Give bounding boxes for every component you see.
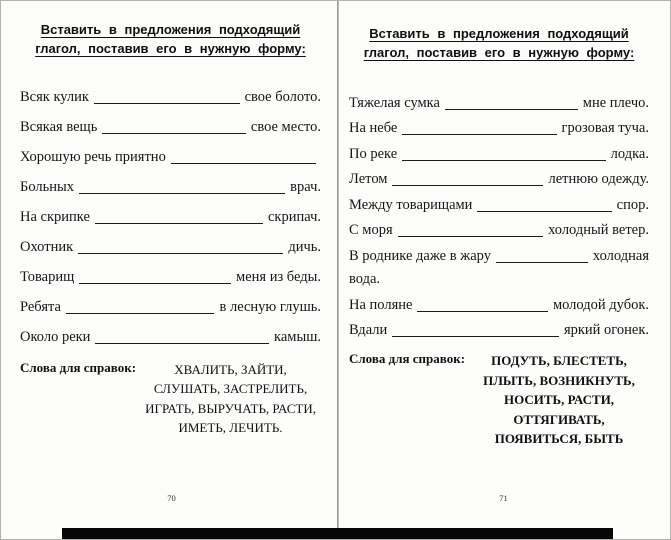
exercise-line [20,88,321,107]
exercise-line [349,196,649,215]
answer-blank [79,282,231,284]
sentence-end: грозовая туча. [561,120,649,137]
sentence-start: Больных [20,178,74,195]
answer-blank [102,132,246,134]
reference-words: ПОДУТЬ, БЛЕСТЕТЬ, ПЛЫТЬ, ВОЗНИКНУТЬ, НОСИТЬ, РАСТИ, ОТТЯГИВАТЬ, ПОЯВИТЬСЯ, БЫТЬ [483,353,635,447]
sentence-end: камыш. [274,328,321,345]
answer-blank [496,261,588,263]
exercise-line-continuation [349,270,649,289]
page-number: 70 [167,493,176,503]
sentence-end: мне плечо. [582,94,649,111]
answer-blank [95,342,269,344]
exercise-line [349,145,649,164]
exercise-line [349,119,649,138]
page-title: Вставить в предложения подходящий глагол, поставив его в нужную форму: [35,22,306,56]
sentence-start: Всяк кулик [20,88,89,105]
exercise-line [20,208,321,227]
page-divider [337,1,339,530]
sentence-start: Вдали [349,322,388,339]
sentence-end: летнюю одежду. [548,171,649,188]
exercise-line [349,321,649,340]
exercise-line [349,94,649,113]
sentence-end: яркий огонек. [563,322,649,339]
sentence-start: Всякая вещь [20,118,98,135]
sentence-start: Хорошую речь приятно [20,148,166,165]
scan-edge-bar [62,528,613,539]
sentence-start: В роднике даже в жару [349,247,491,264]
exercise-line [349,221,649,240]
exercise-lines [349,94,649,341]
exercise-line [349,247,649,266]
answer-blank [95,222,263,224]
exercise-line [20,238,321,257]
exercise-lines [20,88,321,347]
answer-blank [398,235,543,237]
reference-words-section [349,351,649,449]
exercise-line [20,268,321,287]
answer-blank [417,310,547,312]
sentence-start: Тяжелая сумка [349,94,440,111]
page-number: 71 [499,493,508,503]
sentence-end: дичь. [288,238,321,255]
sentence-end: лодка. [610,145,649,162]
answer-blank [171,162,316,164]
sentence-end: холодный ветер. [548,222,649,239]
sentence-start: По реке [349,145,398,162]
sentence-start: Летом [349,171,388,188]
sentence-end: в лесную глушь. [219,298,321,315]
sentence-end: скрипач. [267,208,321,225]
sentence-start: Товарищ [20,268,75,285]
sentence-end: свое место. [250,118,321,135]
answer-blank [445,108,578,110]
exercise-line [349,296,649,315]
answer-blank [94,102,240,104]
answer-blank [66,312,215,314]
sentence-start: С моря [349,222,393,239]
sentence-start: На поляне [349,296,413,313]
exercise-line [20,148,321,167]
answer-blank [392,335,559,337]
sentence-start: На небе [349,120,398,137]
answer-blank [392,184,543,186]
answer-blank [79,192,285,194]
sentence-start: Между товарищами [349,196,473,213]
sentence-start: вода. [349,271,381,288]
sentence-end: врач. [290,178,321,195]
sentence-start: Около реки [20,328,91,345]
sentence-end: молодой дубок. [552,296,649,313]
answer-blank [402,133,556,135]
reference-words: ХВАЛИТЬ, ЗАЙТИ, СЛУШАТЬ, ЗАСТРЕЛИТЬ, ИГРАТЬ, ВЫРУЧАТЬ, РАСТИ, ИМЕТЬ, ЛЕЧИТЬ. [145,361,316,436]
sentence-end: спор. [616,196,649,213]
sentence-start: На скрипке [20,208,90,225]
answer-blank [78,252,283,254]
reference-label: Слова для справок: [20,359,137,375]
reference-label: Слова для справок: [349,351,466,367]
exercise-line [20,178,321,197]
sentence-start: Охотник [20,238,74,255]
exercise-line [20,298,321,317]
sentence-end: холодная [592,247,649,264]
reference-words-section [20,360,321,438]
exercise-line [20,328,321,347]
sentence-end: свое болото. [244,88,321,105]
left-page [7,1,336,530]
right-page [342,1,665,530]
exercise-line [20,118,321,137]
answer-blank [477,210,611,212]
page-title: Вставить в предложения подходящий глагол, поставив его в нужную форму: [363,26,635,60]
sentence-end: меня из беды. [236,268,321,285]
answer-blank [402,159,606,161]
exercise-line [349,170,649,189]
sentence-start: Ребята [20,298,61,315]
